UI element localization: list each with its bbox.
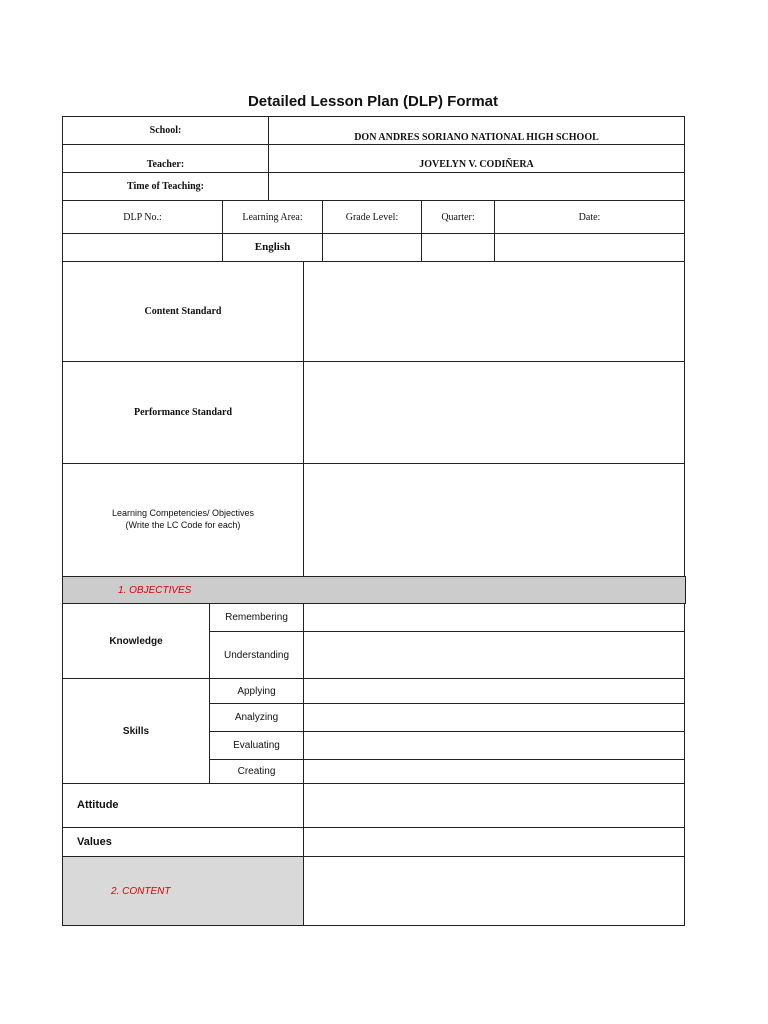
attitude-field[interactable]	[303, 783, 685, 828]
teacher-label: Teacher:	[62, 144, 269, 173]
skills-label: Skills	[62, 678, 210, 784]
quarter-label: Quarter:	[421, 200, 495, 234]
dlp-no-value[interactable]	[62, 233, 223, 262]
applying-field[interactable]	[303, 678, 685, 704]
learning-area-label: Learning Area:	[222, 200, 323, 234]
date-label: Date:	[494, 200, 685, 234]
grade-level-label: Grade Level:	[322, 200, 422, 234]
attitude-label: Attitude	[62, 783, 304, 828]
understanding-label: Understanding	[209, 631, 304, 679]
teacher-value[interactable]: JOVELYN V. CODIÑERA	[268, 144, 685, 173]
grade-level-value[interactable]	[322, 233, 422, 262]
remembering-label: Remembering	[209, 603, 304, 632]
understanding-field[interactable]	[303, 631, 685, 679]
applying-label: Applying	[209, 678, 304, 704]
performance-standard-label: Performance Standard	[62, 361, 304, 464]
remembering-field[interactable]	[303, 603, 685, 632]
evaluating-field[interactable]	[303, 731, 685, 760]
dlp-no-label: DLP No.:	[62, 200, 223, 234]
learning-competencies-note: (Write the LC Code for each)	[125, 520, 241, 530]
knowledge-label: Knowledge	[62, 603, 210, 679]
content-section-header: 2. CONTENT	[62, 856, 304, 926]
learning-competencies-title: Learning Competencies/ Objectives	[111, 508, 255, 519]
quarter-value[interactable]	[421, 233, 495, 262]
creating-field[interactable]	[303, 759, 685, 784]
evaluating-label: Evaluating	[209, 731, 304, 760]
school-value[interactable]: DON ANDRES SORIANO NATIONAL HIGH SCHOOL	[268, 116, 685, 145]
school-label: School:	[62, 116, 269, 145]
content-standard-label: Content Standard	[62, 261, 304, 362]
content-field[interactable]	[303, 856, 685, 926]
time-of-teaching-value[interactable]	[268, 172, 685, 201]
learning-area-value[interactable]: English	[222, 233, 323, 262]
analyzing-field[interactable]	[303, 703, 685, 732]
time-of-teaching-label: Time of Teaching:	[62, 172, 269, 201]
creating-label: Creating	[209, 759, 304, 784]
content-standard-field[interactable]	[303, 261, 685, 362]
performance-standard-field[interactable]	[303, 361, 685, 464]
learning-competencies-label	[62, 463, 304, 577]
values-label: Values	[62, 827, 304, 857]
objectives-section-header: 1. OBJECTIVES	[62, 576, 686, 604]
date-value[interactable]	[494, 233, 685, 262]
analyzing-label: Analyzing	[209, 703, 304, 732]
learning-competencies-field[interactable]	[303, 463, 685, 577]
values-field[interactable]	[303, 827, 685, 857]
page-title: Detailed Lesson Plan (DLP) Format	[247, 93, 499, 110]
